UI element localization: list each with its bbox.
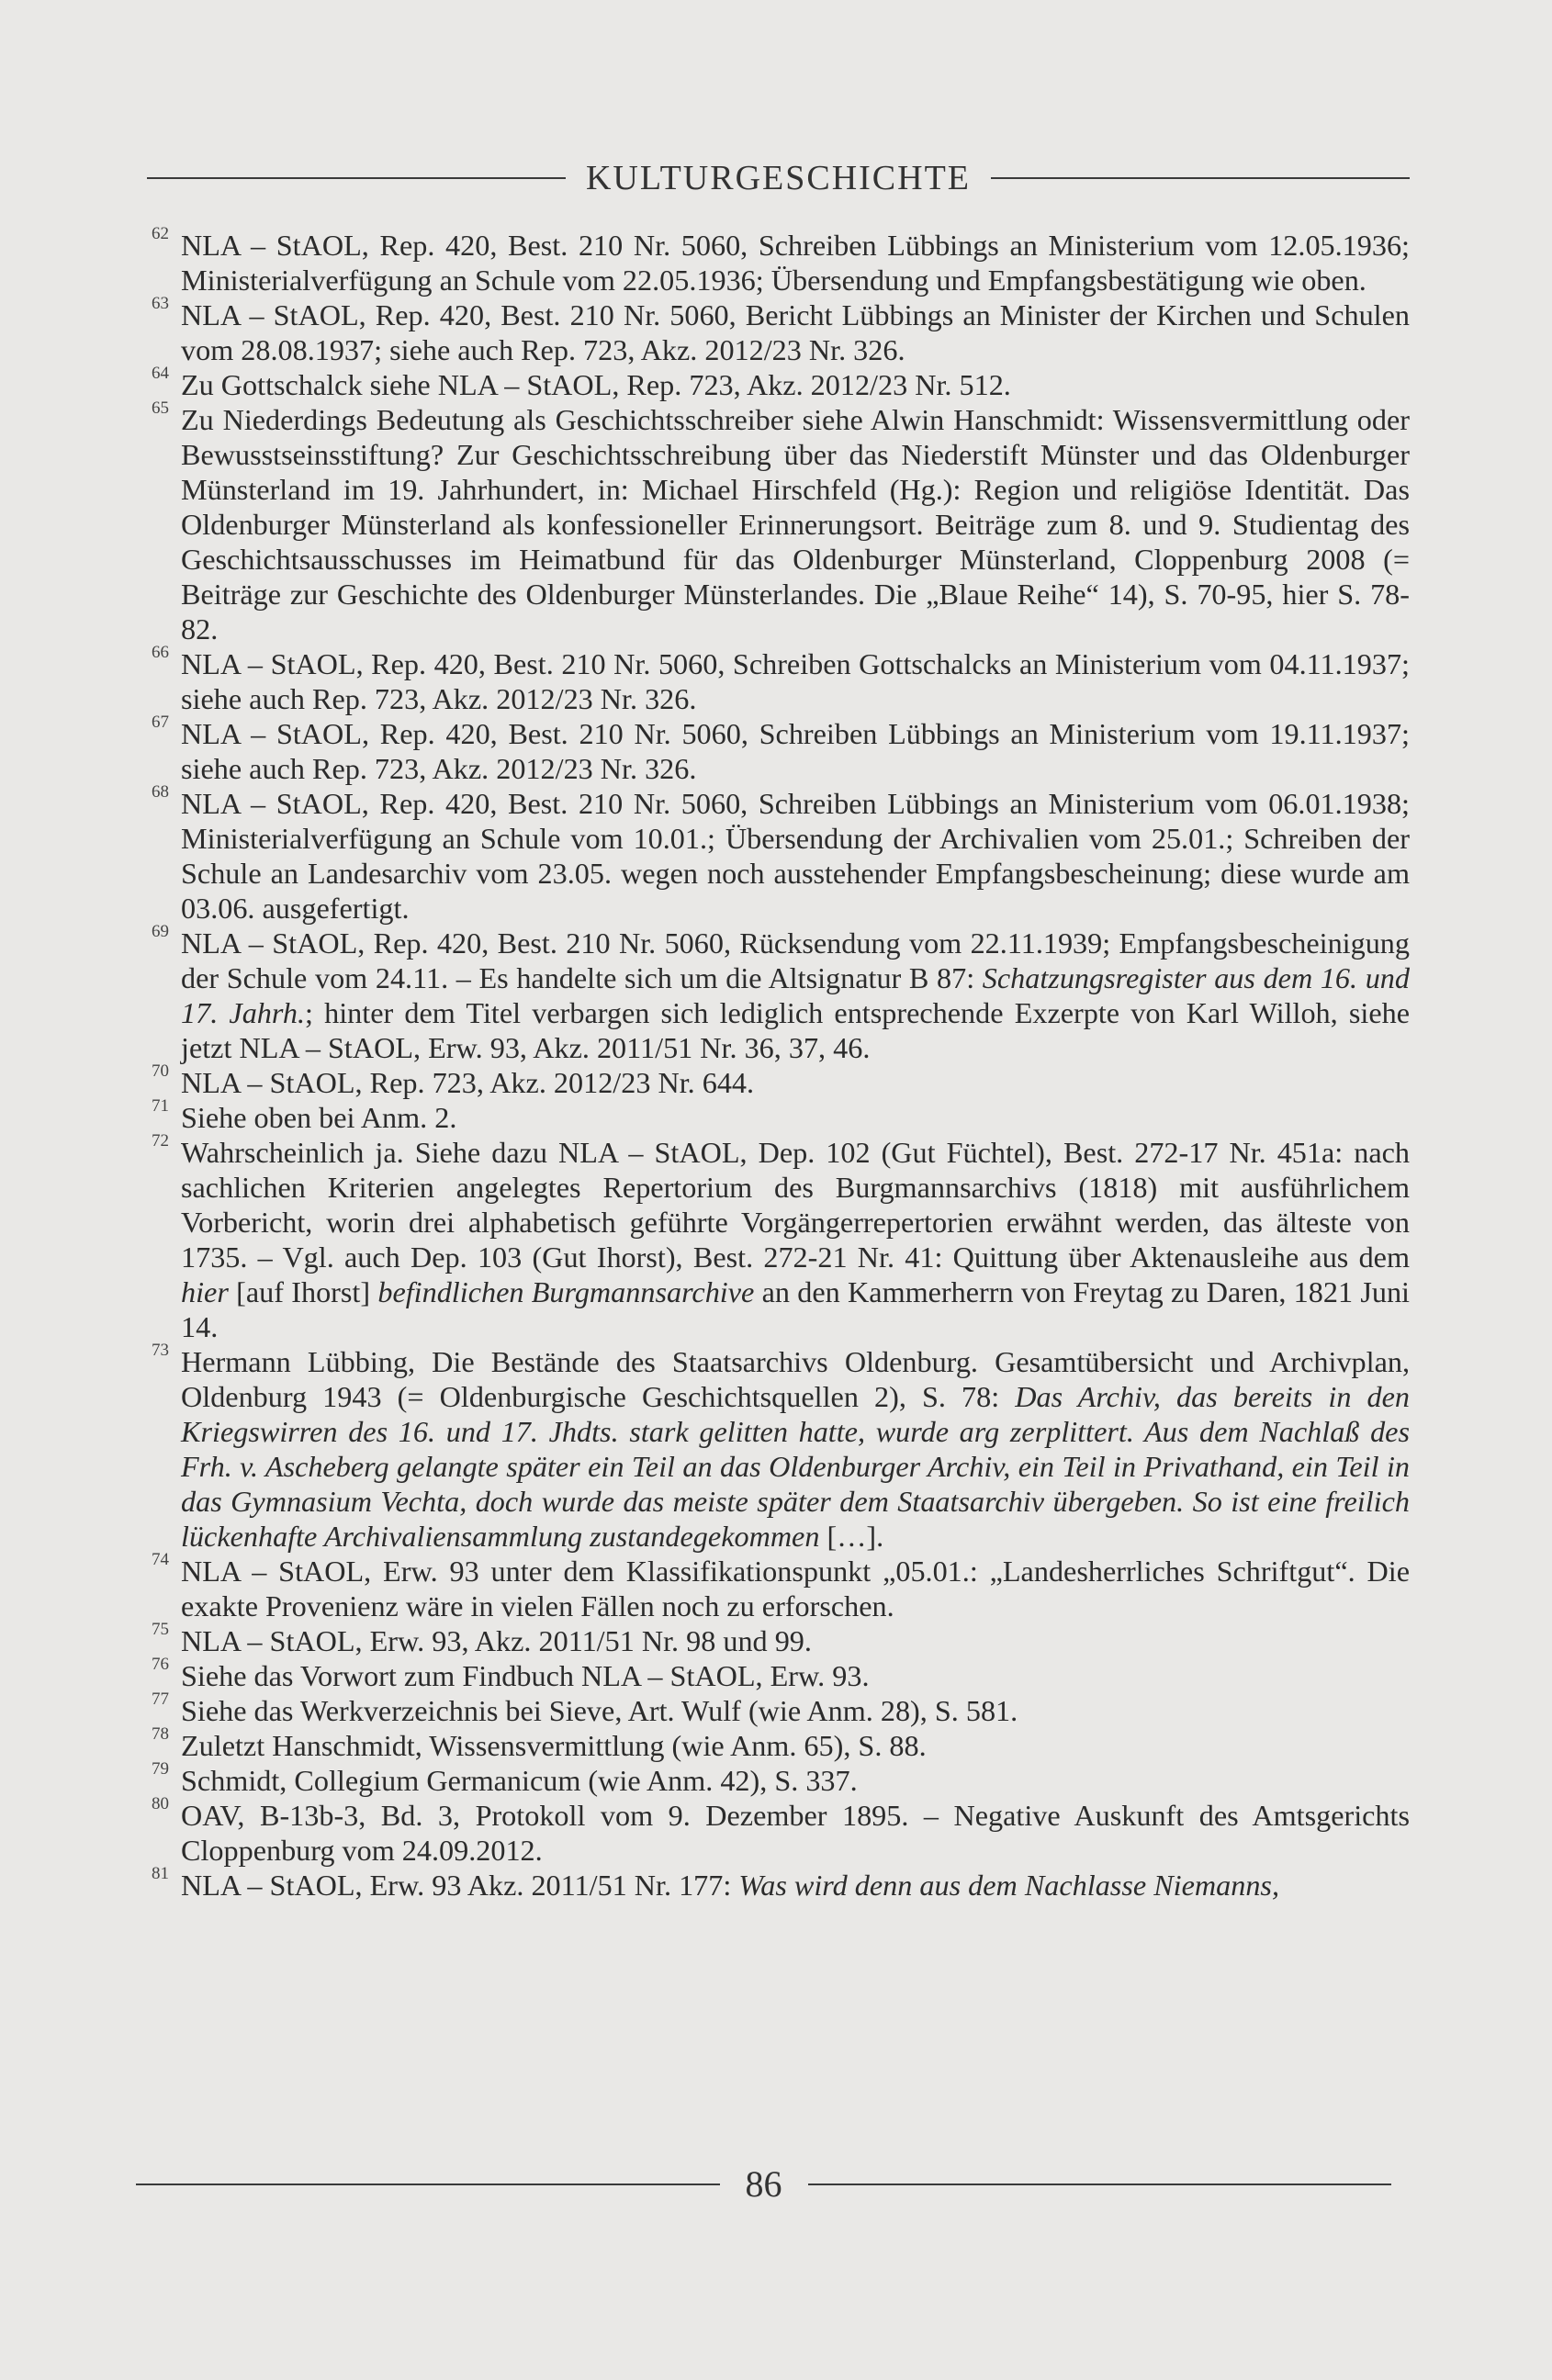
footnote-number: 79 [152, 1759, 169, 1779]
footer-rule-right [808, 2184, 1392, 2185]
footnote-italic-text: Schatzungsregister aus dem 16. und 17. Jahrh. [181, 961, 1410, 1029]
footnote-64 [152, 364, 1410, 402]
footnote-text: Siehe das Vorwort zum Findbuch NLA – StAOL, Erw. 93. [181, 1659, 870, 1692]
footnote-text: NLA – StAOL, Rep. 420, Best. 210 Nr. 5060, Schreiben Lübbings an Ministerium vom 06.01.1938; Ministerialverfügung an Schule vom 10.01.; Übersendung der Archivalien vom 25.01.; Schreiben der Schule an Landesarchiv vom 23.05. wegen noch ausstehender Empfangsbescheinung; diese wurde am 03.06. ausgefertigt. [181, 787, 1410, 925]
footnote-text: Zuletzt Hanschmidt, Wissensvermittlung (wie Anm. 65), S. 88. [181, 1729, 927, 1762]
footnote-number: 77 [152, 1690, 169, 1709]
footnote-81 [152, 1864, 1410, 1903]
footnote-number: 64 [152, 364, 169, 383]
footnote-number: 74 [152, 1550, 169, 1569]
running-header-title: KULTURGESCHICHTE [585, 159, 972, 197]
footnote-62 [152, 224, 1410, 298]
footnote-text: [auf Ihorst] [228, 1275, 378, 1308]
footnotes-list [152, 224, 1411, 1903]
footnote-69 [152, 922, 1411, 1065]
footnote-text: NLA – StAOL, Rep. 723, Akz. 2012/23 Nr. 644. [181, 1066, 755, 1099]
footnote-number: 73 [152, 1341, 169, 1360]
footnote-number: 66 [152, 643, 169, 662]
footnote-number: 63 [152, 294, 169, 313]
footnote-text: NLA – StAOL, Rep. 420, Best. 210 Nr. 5060, Schreiben Gottschalcks an Ministerium vom 04.11.1937; siehe auch Rep. 723, Akz. 2012/23 Nr. 326. [181, 647, 1410, 715]
footnote-italic-text: befindlichen Burgmannsarchive [377, 1275, 755, 1308]
footnote-number: 75 [152, 1620, 169, 1639]
footnote-text: […]. [819, 1520, 884, 1553]
footnote-63 [152, 294, 1410, 367]
footnote-text: NLA – StAOL, Erw. 93 unter dem Klassifikationspunkt „05.01.: „Landesherrliches Schriftgut“. Die exakte Provenienz wäre in vielen Fällen noch zu erforschen. [181, 1555, 1410, 1622]
footnote-text: NLA – StAOL, Erw. 93, Akz. 2011/51 Nr. 98 und 99. [181, 1624, 812, 1657]
footnote-74 [152, 1550, 1410, 1623]
footnote-text: Siehe oben bei Anm. 2. [181, 1101, 457, 1134]
footnote-78 [152, 1724, 1410, 1763]
footnote-67 [152, 713, 1410, 786]
footnote-66 [152, 643, 1410, 716]
footnote-italic-text: Was wird denn aus dem Nachlasse Niemanns, [738, 1869, 1279, 1902]
footnote-text: ; hinter dem Titel verbargen sich lediglich entsprechende Exzerpte von Karl Willoh, siehe jetzt NLA – StAOL, Erw. 93, Akz. 2011/51 Nr. 36, 37, 46. [181, 996, 1411, 1064]
header-rule-left [147, 177, 566, 179]
page-footer [136, 2162, 1391, 2206]
footnote-76 [152, 1655, 1410, 1693]
footnote-number: 68 [152, 782, 169, 802]
footnote-text: Schmidt, Collegium Germanicum (wie Anm. 42), S. 337. [181, 1764, 858, 1797]
footer-rule-left [136, 2184, 720, 2185]
footnote-text: Zu Gottschalck siehe NLA – StAOL, Rep. 723, Akz. 2012/23 Nr. 512. [181, 368, 1011, 401]
footnote-65 [152, 399, 1410, 646]
footnote-number: 69 [152, 922, 169, 941]
footnote-72 [152, 1131, 1410, 1344]
footnote-79 [152, 1759, 1410, 1798]
footnote-text: OAV, B-13b-3, Bd. 3, Protokoll vom 9. Dezember 1895. – Negative Auskunft des Amtsgerichts Cloppenburg vom 24.09.2012. [181, 1799, 1410, 1867]
footnote-number: 67 [152, 713, 169, 732]
footnote-number: 80 [152, 1794, 169, 1813]
footnote-75 [152, 1620, 1410, 1658]
footnote-number: 78 [152, 1724, 169, 1744]
footnote-70 [152, 1061, 1410, 1100]
footnote-text: NLA – StAOL, Rep. 420, Best. 210 Nr. 5060, Schreiben Lübbings an Ministerium vom 12.05.1936; Ministerialverfügung an Schule vom 22.05.1936; Übersendung und Empfangsbestätigung wie oben. [181, 229, 1410, 297]
footnote-71 [152, 1096, 1410, 1135]
header-rule-right [991, 177, 1410, 179]
footnote-number: 81 [152, 1864, 169, 1883]
footnote-number: 65 [152, 399, 169, 418]
footnote-68 [152, 782, 1410, 926]
footnote-text: NLA – StAOL, Rep. 420, Best. 210 Nr. 5060, Rücksendung vom 22.11.1939; Empfangsbescheinigung der Schule vom 24.11. – Es handelte sich um die Altsignatur B 87: [181, 926, 1410, 994]
running-header [147, 158, 1410, 198]
footnote-number: 71 [152, 1096, 169, 1116]
footnote-text: Siehe das Werkverzeichnis bei Sieve, Art. Wulf (wie Anm. 28), S. 581. [181, 1694, 1018, 1727]
footnote-italic-text: hier [181, 1275, 229, 1308]
footnote-text: NLA – StAOL, Rep. 420, Best. 210 Nr. 5060, Schreiben Lübbings an Ministerium vom 19.11.1937; siehe auch Rep. 723, Akz. 2012/23 Nr. 326. [181, 717, 1410, 785]
footnote-text: an den Kammerherrn von Freytag zu Daren, 1821 Juni 14. [181, 1275, 1410, 1343]
footnote-73 [152, 1341, 1410, 1554]
footnote-number: 76 [152, 1655, 169, 1674]
footnote-number: 72 [152, 1131, 169, 1151]
footnote-text: Zu Niederdings Bedeutung als Geschichtsschreiber siehe Alwin Hanschmidt: Wissensvermittlung oder Bewusstseinsstiftung? Zur Geschichtsschreibung über das Niederstift Münster und das Oldenburger Münsterland im 19. Jahrhundert, in: Michael Hirschfeld (Hg.): Region und religiöse Identität. Das Oldenburger Münsterland als konfessioneller Erinnerungsort. Beiträge zum 8. und 9. Studientag des Geschichtsausschusses im Heimatbund für das Oldenburger Münsterland, Cloppenburg 2008 (= Beiträge zur Geschichte des Oldenburger Münsterlandes. Die „Blaue Reihe“ 14), S. 70-95, hier S. 78-82. [181, 403, 1410, 646]
footnote-number: 62 [152, 224, 169, 243]
footnote-text: Hermann Lübbing, Die Bestände des Staatsarchivs Oldenburg. Gesamtübersicht und Archivplan, Oldenburg 1943 (= Oldenburgische Geschichtsquellen 2), S. 78: [181, 1345, 1410, 1413]
footnote-number: 70 [152, 1061, 169, 1081]
footnote-80 [152, 1794, 1410, 1868]
footnote-text: NLA – StAOL, Erw. 93 Akz. 2011/51 Nr. 177: [181, 1869, 739, 1902]
footnote-text: Wahrscheinlich ja. Siehe dazu NLA – StAOL, Dep. 102 (Gut Füchtel), Best. 272-17 Nr. 451a: nach sachlichen Kriterien angelegtes Repertorium des Burgmannsarchivs (1818) mit ausführlichem Vorbericht, worin drei alphabetisch geführte Vorgängerrepertorien erwähnt werden, das älteste von 1735. – Vgl. auch Dep. 103 (Gut Ihorst), Best. 272-21 Nr. 41: Quittung über Aktenausleihe aus dem [181, 1136, 1410, 1274]
page-number: 86 [745, 2163, 782, 2205]
footnote-77 [152, 1690, 1410, 1728]
footnote-text: NLA – StAOL, Rep. 420, Best. 210 Nr. 5060, Bericht Lübbings an Minister der Kirchen und Schulen vom 28.08.1937; siehe auch Rep. 723, Akz. 2012/23 Nr. 326. [181, 298, 1410, 366]
footnote-italic-text: Das Archiv, das bereits in den Kriegswirren des 16. und 17. Jhdts. stark gelitten hatte, wurde arg zerplittert. Aus dem Nachlaß des Frh. v. Ascheberg gelangte später ein Teil an das Oldenburger Archiv, ein Teil in Privathand, ein Teil in das Gymnasium Vechta, doch wurde das meiste später dem Staatsarchiv übergeben. So ist eine freilich lückenhafte Archivaliensammlung zustandegekommen [181, 1380, 1410, 1553]
